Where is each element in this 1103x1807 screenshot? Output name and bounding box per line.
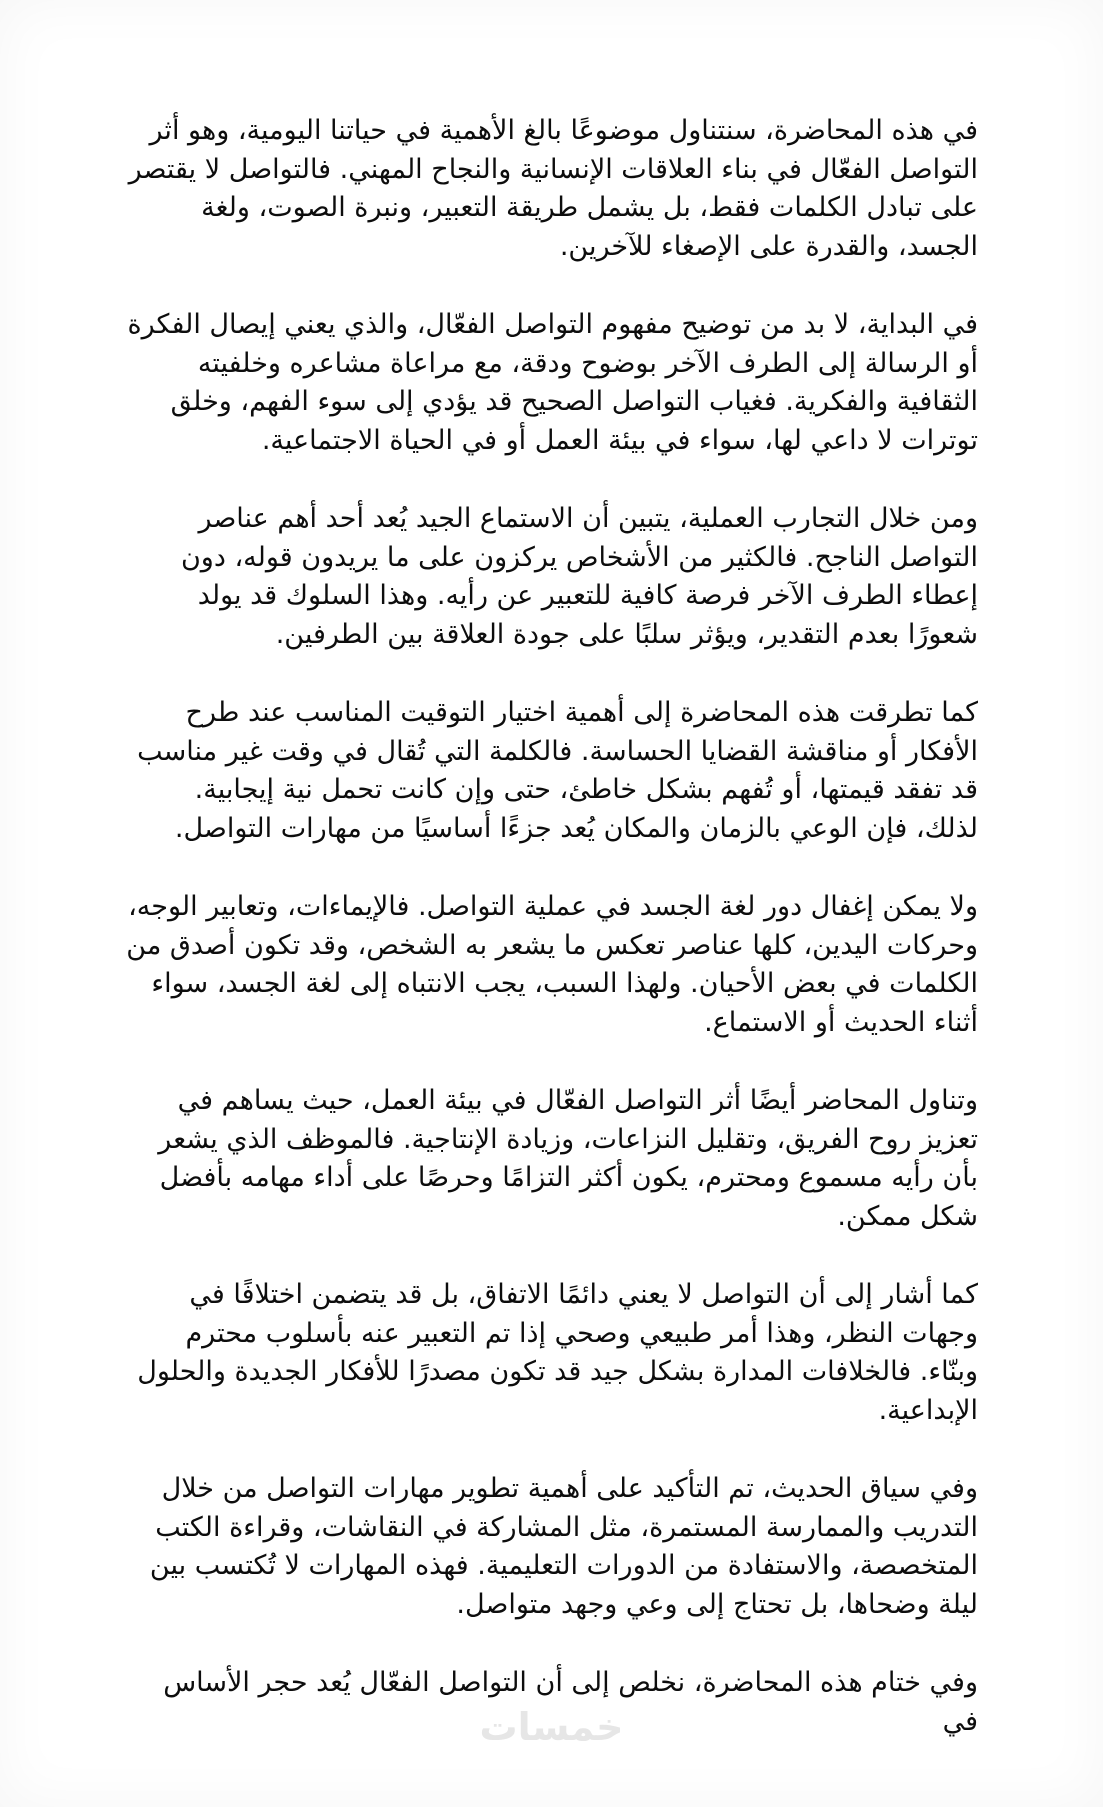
paragraph-8: وفي سياق الحديث، تم التأكيد على أهمية تطوير مهارات التواصل من خلال التدريب والممارسة المستمرة، مثل المشاركة في النقاشات، وقراءة الكتب المتخصصة، والاستفادة من الدورات التعليمية. فهذه المهارات لا تُكتسب بين ليلة وضحاها، بل تحتاج إلى وعي وجهد متواصل. bbox=[149, 1473, 978, 1620]
paragraph-5: ولا يمكن إغفال دور لغة الجسد في عملية التواصل. فالإيماءات، وتعابير الوجه، وحركات اليدين، كلها عناصر تعكس ما يشعر به الشخص، وقد تكون أصدق من الكلمات في بعض الأحيان. ولهذا السبب، يجب الانتباه إلى لغة الجسد، سواء أثناء الحديث أو الاستماع. bbox=[126, 891, 978, 1038]
paragraph-9: وفي ختام هذه المحاضرة، نخلص إلى أن التواصل الفعّال يُعد حجر الأساس في bbox=[163, 1667, 978, 1737]
paragraph-4: كما تطرقت هذه المحاضرة إلى أهمية اختيار التوقيت المناسب عند طرح الأفكار أو مناقشة القضايا الحساسة. فالكلمة التي تُقال في وقت غير مناسب قد تفقد قيمتها، أو تُفهم بشكل خاطئ، حتى وإن كانت تحمل نية إيجابية. لذلك، فإن الوعي بالزمان والمكان يُعد جزءًا أساسيًا من مهارات التواصل. bbox=[137, 697, 978, 844]
document-body bbox=[125, 112, 978, 1781]
watermark-logo: خمسات bbox=[479, 1705, 624, 1749]
paragraph-1: في هذه المحاضرة، سنتناول موضوعًا بالغ الأهمية في حياتنا اليومية، وهو أثر التواصل الفعّال في بناء العلاقات الإنسانية والنجاح المهني. فالتواصل لا يقتصر على تبادل الكلمات فقط، بل يشمل طريقة التعبير، ونبرة الصوت، ولغة الجسد، والقدرة على الإصغاء للآخرين. bbox=[128, 115, 978, 262]
paragraph-3: ومن خلال التجارب العملية، يتبين أن الاستماع الجيد يُعد أحد أهم عناصر التواصل الناجح. فالكثير من الأشخاص يركزون على ما يريدون قوله، دون إعطاء الطرف الآخر فرصة كافية للتعبير عن رأيه. وهذا السلوك قد يولد شعورًا بعدم التقدير، ويؤثر سلبًا على جودة العلاقة بين الطرفين. bbox=[180, 503, 978, 650]
paragraph-6: وتناول المحاضر أيضًا أثر التواصل الفعّال في بيئة العمل، حيث يساهم في تعزيز روح الفريق، وتقليل النزاعات، وزيادة الإنتاجية. فالموظف الذي يشعر بأن رأيه مسموع ومحترم، يكون أكثر التزامًا وحرصًا على أداء مهامه بأفضل شكل ممكن. bbox=[158, 1085, 978, 1232]
paragraph-7: كما أشار إلى أن التواصل لا يعني دائمًا الاتفاق، بل قد يتضمن اختلافًا في وجهات النظر، وهذا أمر طبيعي وصحي إذا تم التعبير عنه بأسلوب محترم وبنّاء. فالخلافات المدارة بشكل جيد قد تكون مصدرًا للأفكار الجديدة والحلول الإبداعية. bbox=[137, 1279, 978, 1426]
paragraph-2: في البداية، لا بد من توضيح مفهوم التواصل الفعّال، والذي يعني إيصال الفكرة أو الرسالة إلى الطرف الآخر بوضوح ودقة، مع مراعاة مشاعره وخلفيته الثقافية والفكرية. فغياب التواصل الصحيح قد يؤدي إلى سوء الفهم، وخلق توترات لا داعي لها، سواء في بيئة العمل أو في الحياة الاجتماعية. bbox=[127, 309, 978, 456]
